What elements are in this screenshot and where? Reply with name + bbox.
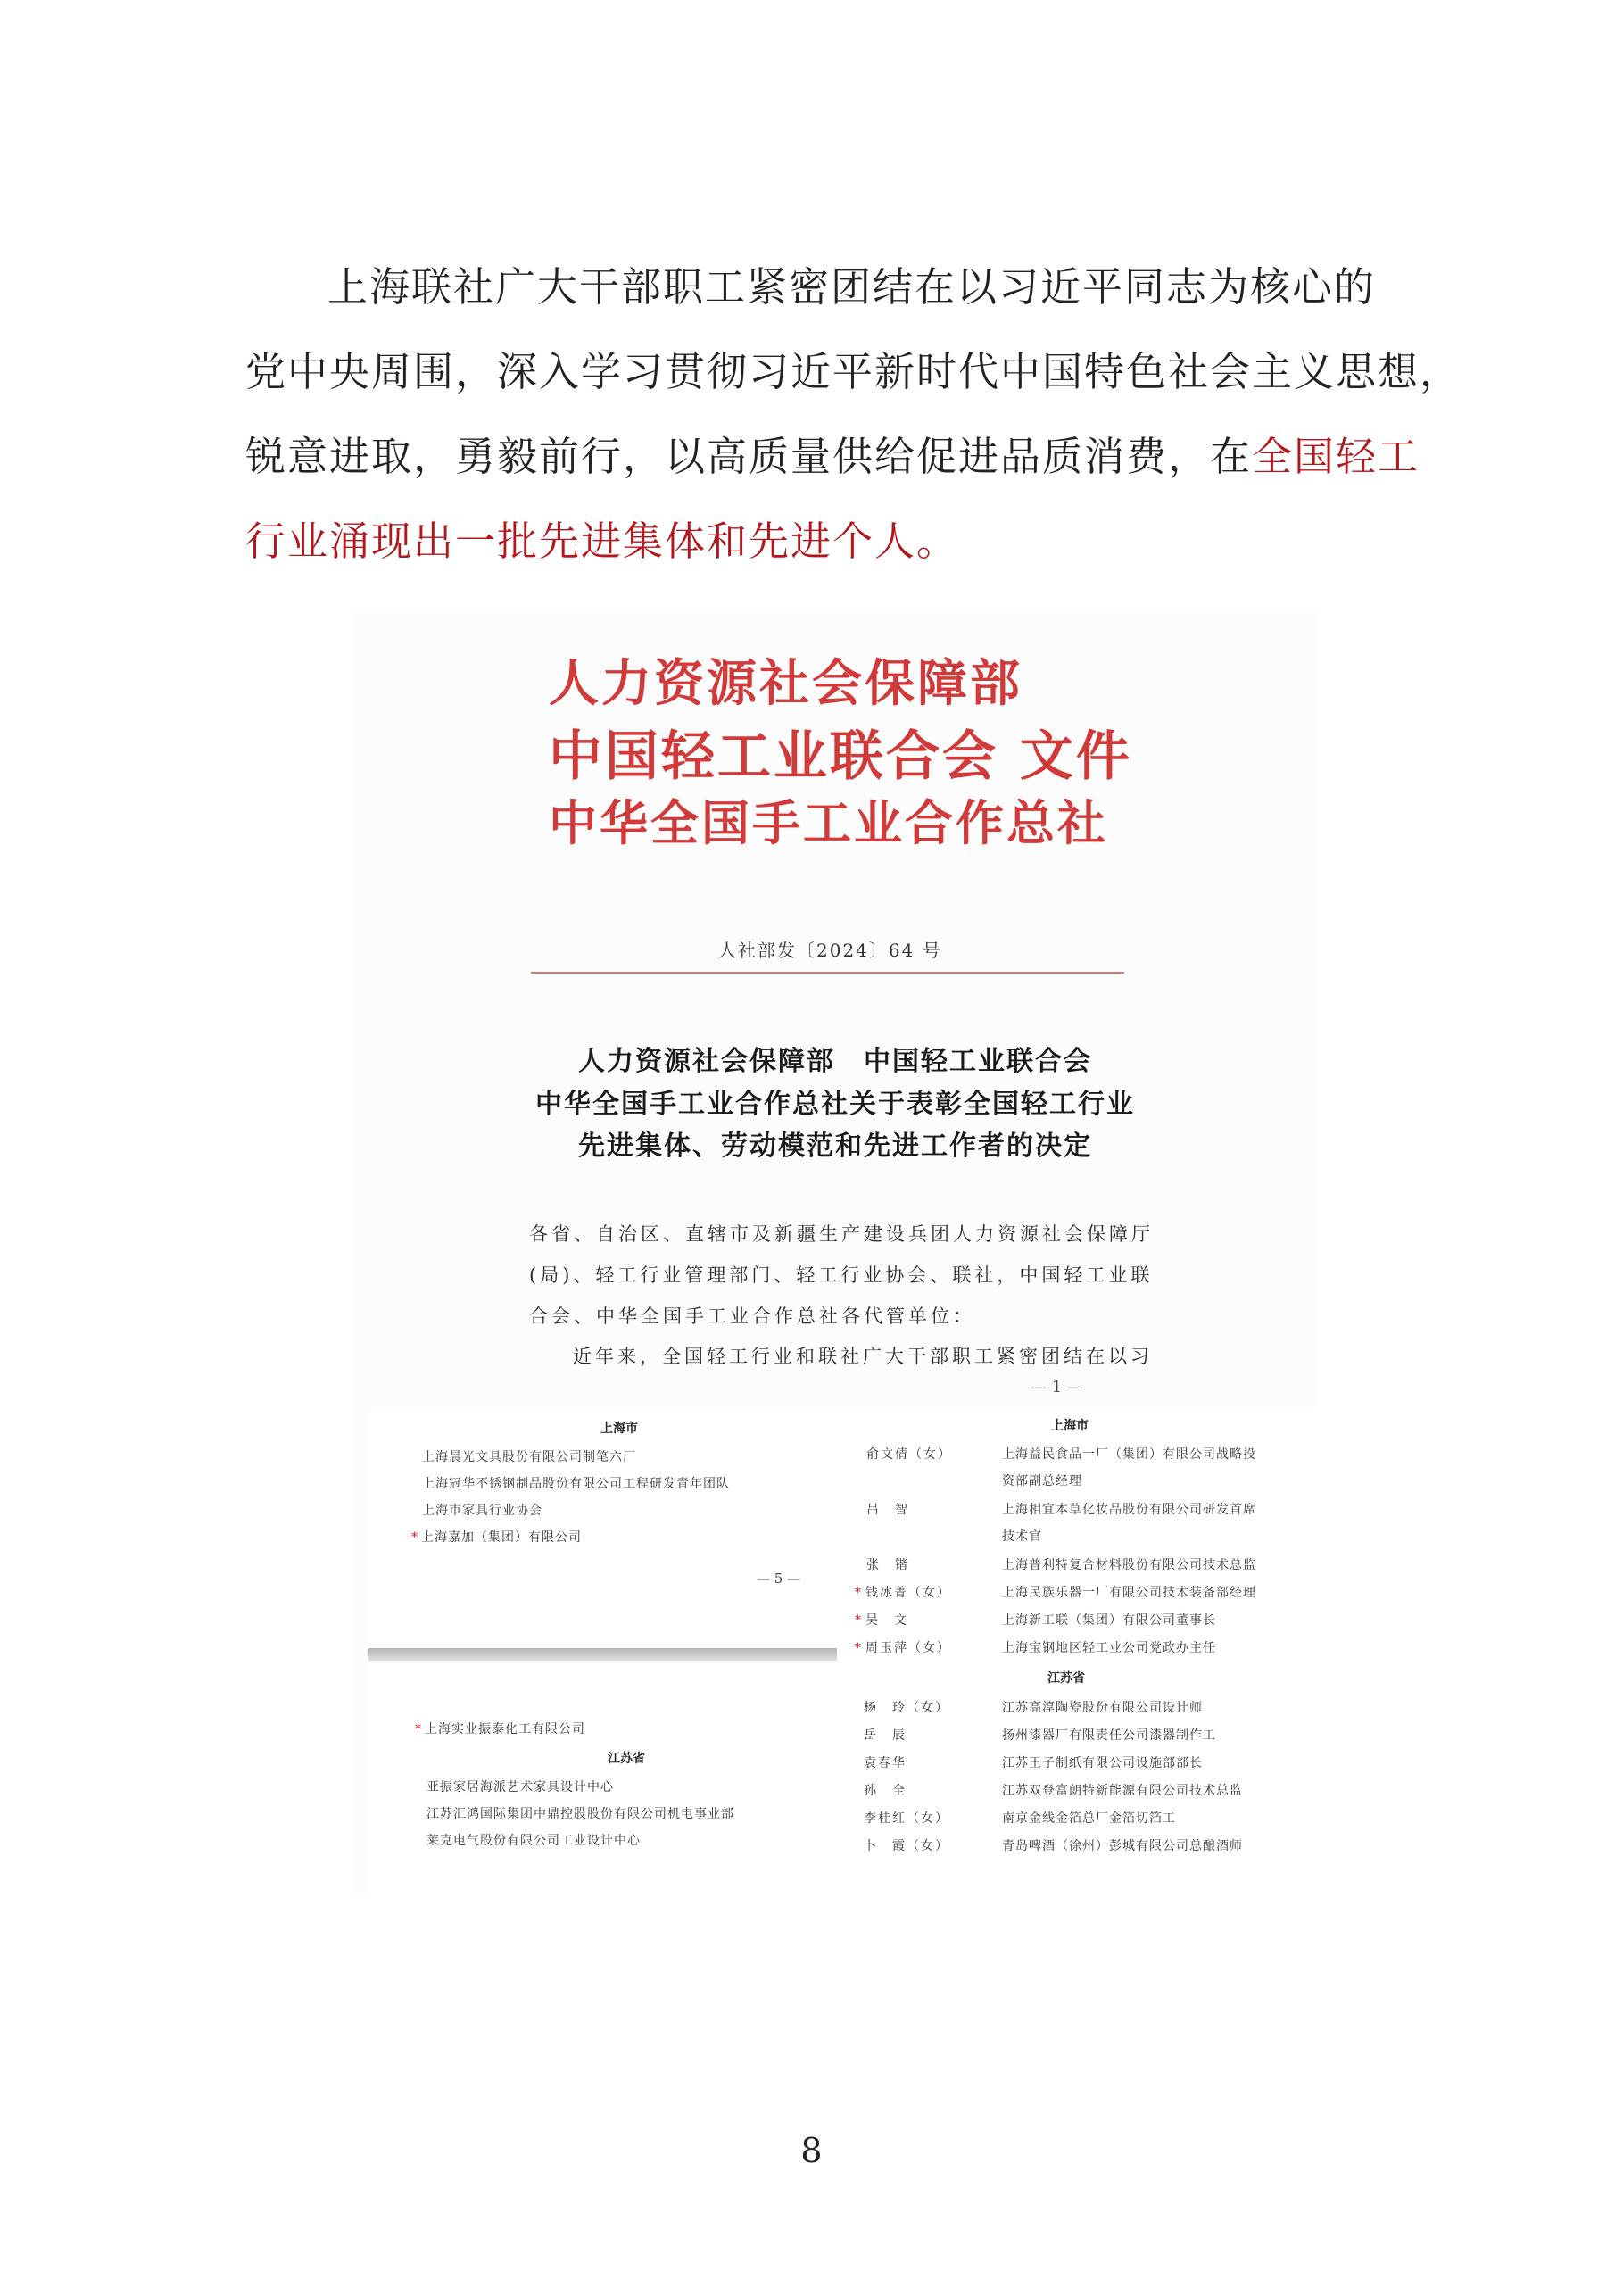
document-image	[352, 609, 1318, 1894]
doc-body-line-4: 近年来，全国轻工行业和联社广大干部职工紧密团结在以习	[573, 1346, 1153, 1367]
person-name: 吕 智	[866, 1503, 909, 1517]
individuals-region-shanghai: 上海市	[1051, 1419, 1089, 1433]
person-desc: 江苏双登富朗特新能源有限公司技术总监	[1002, 1784, 1243, 1798]
org-item: 上海冠华不锈钢制品股份有限公司工程研发青年团队	[422, 1477, 730, 1491]
person-desc: 上海普利特复合材料股份有限公司技术总监	[1002, 1558, 1256, 1572]
person-name: * 吴 文	[855, 1613, 908, 1628]
intro-line-3-black: 锐意进取，勇毅前行，以高质量供给促进品质消费，在	[245, 433, 1253, 480]
person-name: 卜 霞（女）	[864, 1839, 949, 1853]
page-number: 8	[800, 2131, 823, 2170]
individuals-panel	[837, 1407, 1318, 1894]
person-desc: 上海益民食品一厂（集团）有限公司战略投	[1002, 1447, 1256, 1462]
collectives-region-jiangsu: 江苏省	[608, 1752, 645, 1766]
person-desc-cont: 技术官	[1002, 1529, 1042, 1544]
person-desc: 青岛啤酒（徐州）彭城有限公司总酿酒师	[1002, 1839, 1243, 1853]
person-name: 岳 辰	[864, 1728, 907, 1743]
doc-body-line-3: 合会、中华全国手工业合作总社各代管单位：	[529, 1305, 975, 1327]
doc-header-handicraft: 中华全国手工业合作总社	[549, 794, 1108, 851]
intro-line-2: 党中央周围，深入学习贯彻习近平新时代中国特色社会主义思想，	[245, 348, 1462, 395]
person-desc: 上海宝钢地区轻工业公司党政办主任	[1002, 1641, 1216, 1655]
scan-gray-band	[368, 1648, 837, 1661]
doc-body-line-1: 各省、自治区、直辖市及新疆生产建设兵团人力资源社会保障厅	[529, 1223, 1154, 1245]
individuals-region-jiangsu: 江苏省	[1047, 1671, 1085, 1686]
doc-page-mark-1: — 1 —	[1031, 1378, 1083, 1397]
doc-header-mohrss: 人力资源社会保障部	[549, 654, 1023, 713]
org-item: 亚振家居海派艺术家具设计中心	[426, 1780, 614, 1795]
person-name: 孙 全	[864, 1784, 907, 1798]
doc-header-cnlic: 中国轻工业联合会 文件	[549, 725, 1132, 788]
person-name: * 周玉萍（女）	[855, 1641, 951, 1655]
org-item: 上海晨光文具股份有限公司制笔六厂	[422, 1450, 636, 1464]
person-desc: 江苏王子制纸有限公司设施部部长	[1002, 1756, 1203, 1770]
person-name: 李桂红（女）	[864, 1811, 949, 1826]
org-item: 江苏汇鸿国际集团中鼎控股股份有限公司机电事业部	[426, 1807, 734, 1821]
org-item: 上海市家具行业协会	[422, 1504, 542, 1518]
doc-title-line-1: 人力资源社会保障部 中国轻工业联合会	[578, 1046, 1092, 1077]
intro-line-3	[245, 424, 1420, 482]
red-divider	[531, 972, 1124, 974]
intro-line-1: 上海联社广大干部职工紧密团结在以习近平同志为核心的	[327, 263, 1377, 311]
collectives-region-shanghai: 上海市	[600, 1422, 638, 1436]
org-item: 莱克电气股份有限公司工业设计中心	[426, 1834, 641, 1848]
person-name: * 钱冰菁（女）	[855, 1586, 951, 1600]
person-name: 俞文倩（女）	[866, 1447, 952, 1462]
person-name: 袁春华	[864, 1756, 907, 1770]
person-desc-cont: 资部副总经理	[1002, 1474, 1082, 1488]
person-name: 张 锴	[866, 1558, 909, 1572]
person-desc: 上海相宜本草化妆品股份有限公司研发首席	[1002, 1503, 1256, 1517]
doc-number: 人社部发〔2024〕64 号	[718, 940, 942, 961]
person-desc: 南京金线金箔总厂金箔切箔工	[1002, 1811, 1176, 1826]
doc-page-mark-5: — 5 —	[757, 1571, 801, 1587]
person-desc: 上海新工联（集团）有限公司董事长	[1002, 1613, 1216, 1628]
person-name: 杨 玲（女）	[864, 1701, 949, 1715]
intro-line-3-red: 全国轻工	[1252, 433, 1420, 480]
intro-line-4-red: 行业涌现出一批先进集体和先进个人。	[245, 518, 959, 565]
person-desc: 江苏高淳陶瓷股份有限公司设计师	[1002, 1701, 1203, 1715]
person-desc: 扬州漆器厂有限责任公司漆器制作工	[1002, 1728, 1216, 1743]
person-desc: 上海民族乐器一厂有限公司技术装备部经理	[1002, 1586, 1256, 1600]
org-item: * 上海实业振泰化工有限公司	[415, 1722, 585, 1737]
doc-body-line-2: (局)、轻工行业管理部门、轻工行业协会、联社，中国轻工业联	[529, 1264, 1154, 1286]
org-item: * 上海嘉加（集团）有限公司	[411, 1530, 582, 1545]
doc-title-line-3: 先进集体、劳动模范和先进工作者的决定	[578, 1131, 1092, 1162]
doc-title-line-2: 中华全国手工业合作总社关于表彰全国轻工行业	[535, 1089, 1135, 1120]
